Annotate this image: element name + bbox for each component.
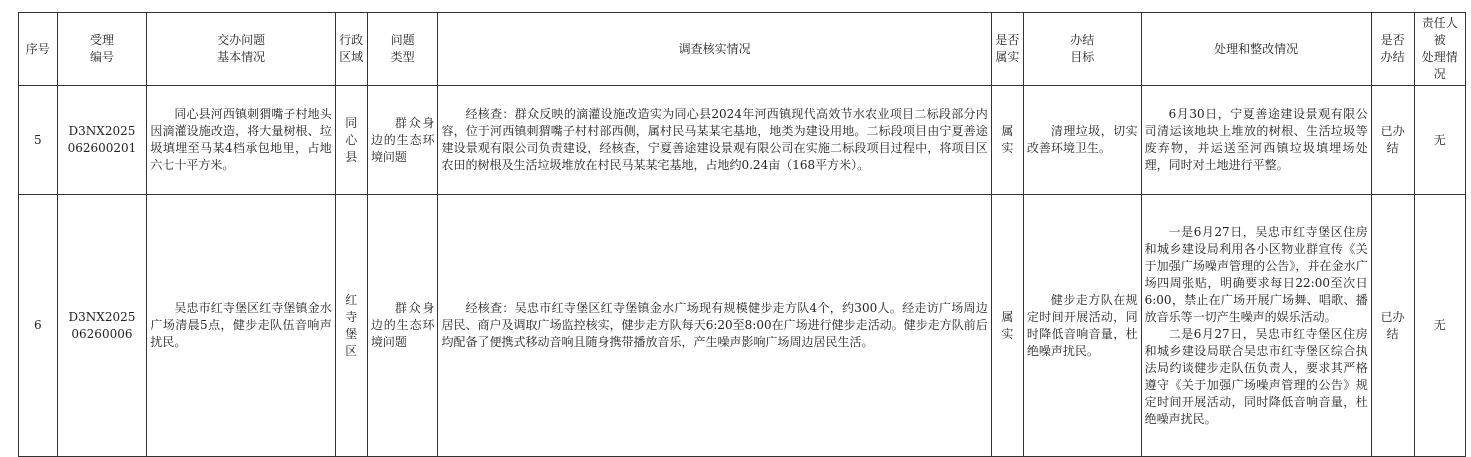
header-accountability: 责任人被 处理情况 — [1414, 13, 1466, 86]
table-row — [19, 86, 1466, 195]
handling-paragraph: 一是6月27日，吴忠市红寺堡区住房和城乡建设局利用各小区物业群宣传《关于加强广场噪声管理的公告》，并在金水广场四周张贴，明确要求每日22:00至次日6:00，禁止在广场开展广场舞、唱歌、播放音乐等一切产生噪声的娱乐活动。 — [1144, 224, 1368, 324]
cell-region — [335, 86, 367, 195]
header-type: 问题 类型 — [367, 13, 438, 86]
header-verified: 是否 属实 — [991, 13, 1023, 86]
verified-text: 属实 — [1001, 309, 1014, 341]
cell-region — [335, 195, 367, 457]
header-goal: 办结 目标 — [1023, 13, 1141, 86]
cell-investigation: 经核查：群众反映的滴灌设施改造实为同心县2024年河西镇现代高效节水农业项目二标段部分内容，位于河西镇刺猬嘴子村村部西侧，属村民马某某宅基地，地类为建设用地。二标段项目由宁夏善途建设景观有限公司负责建设，经核查，宁夏善途建设景观有限公司在实施二标段项目过程中，将项目区农田的树根及生活垃圾堆放在村民马某某宅基地，占地约0.24亩（168平方米）。 — [438, 86, 991, 195]
cell-issue: 吴忠市红寺堡区红寺堡镇金水广场清晨5点，健步走队伍音响声扰民。 — [147, 195, 335, 457]
header-id: 受理 编号 — [57, 13, 147, 86]
handling-paragraph: 二是6月27日，吴忠市红寺堡区住房和城乡建设局联合吴忠市红寺堡区综合执法局约谈健步走队伍负责人，要求其严格遵守《关于加强广场噪声管理的公告》规定时间开展活动，同时降低音响音量，杜绝噪声扰民。 — [1144, 326, 1368, 426]
table-header-row — [19, 13, 1466, 86]
region-text: 同心县 — [345, 115, 358, 164]
header-region: 行政 区域 — [335, 13, 367, 86]
report-table-container — [18, 12, 1466, 457]
cell-seq: 6 — [19, 195, 58, 457]
cell-seq: 5 — [19, 86, 58, 195]
region-text: 红寺堡区 — [345, 292, 358, 358]
cell-goal: 清理垃圾，切实改善环境卫生。 — [1023, 86, 1141, 195]
cell-done: 已办结 — [1371, 195, 1414, 457]
cell-type: 群众身边的生态环境问题 — [367, 86, 438, 195]
cell-id — [57, 195, 147, 457]
cell-investigation: 经核查：吴忠市红寺堡区红寺堡镇金水广场现有规模健步走方队4个，约300人。经走访广场周边居民、商户及调取广场监控核实，健步走方队每天6:20至8:00在广场进行健步走活动。健步走方队前后均配备了便携式移动音响且随身携带播放音乐，产生噪声影响广场周边居民生活。 — [438, 195, 991, 457]
header-handling: 处理和整改情况 — [1141, 13, 1371, 86]
cell-issue: 同心县河西镇刺猬嘴子村地头因滴灌设施改造，将大量树根、垃圾填埋至马某4档承包地里，占地六七十平方米。 — [147, 86, 335, 195]
verified-text: 属实 — [1001, 124, 1014, 155]
cell-handling — [1141, 86, 1371, 195]
header-seq: 序号 — [19, 13, 58, 86]
id-text: D3NX202506260006 — [68, 309, 136, 341]
header-done: 是否 办结 — [1371, 13, 1414, 86]
table-row — [19, 195, 1466, 457]
cell-handling — [1141, 195, 1371, 457]
handling-paragraph: 6月30日，宁夏善途建设景观有限公司清运该地块上堆放的树根、生活垃圾等废弃物，并运送至河西镇垃圾填埋场处理，同时对土地进行平整。 — [1144, 107, 1368, 172]
complaint-report-table — [18, 12, 1466, 457]
cell-id — [57, 86, 147, 195]
cell-verified — [991, 86, 1023, 195]
cell-type: 群众身边的生态环境问题 — [367, 195, 438, 457]
cell-verified — [991, 195, 1023, 457]
cell-accountability: 无 — [1414, 195, 1466, 457]
cell-accountability: 无 — [1414, 86, 1466, 195]
header-investigation: 调查核实情况 — [438, 13, 991, 86]
cell-done: 已办结 — [1371, 86, 1414, 195]
header-issue: 交办问题 基本情况 — [147, 13, 335, 86]
id-text: D3NX2025062600201 — [67, 124, 137, 155]
cell-goal: 健步走方队在规定时间开展活动，同时降低音响音量，杜绝噪声扰民。 — [1023, 195, 1141, 457]
